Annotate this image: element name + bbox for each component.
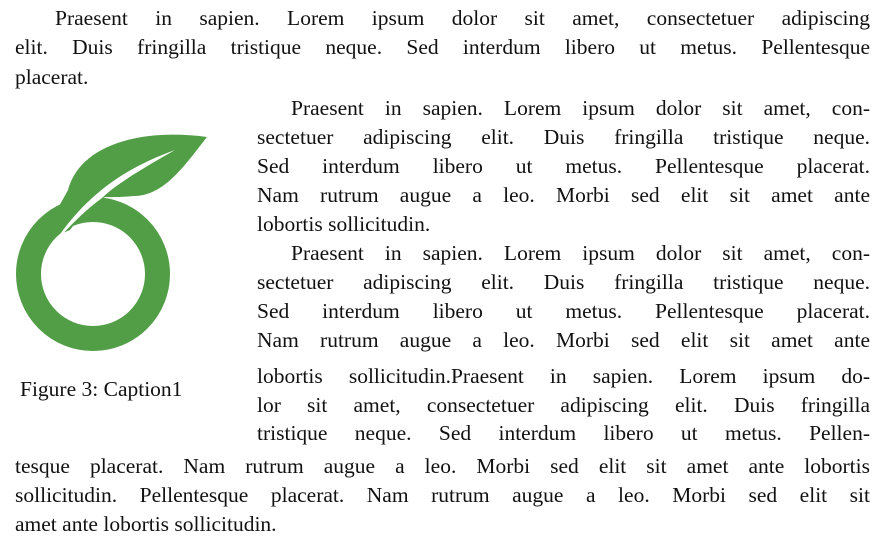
- overleaf-logo-icon: [0, 120, 230, 370]
- text-line: Praesent in sapien. Lorem ipsum dolor sit amet, con-: [291, 96, 870, 120]
- text-line: elit. Duis fringilla tristique neque. Sed interdum libero ut metus. Pellentesque: [15, 35, 870, 59]
- text-line: sollicitudin. Pellentesque placerat. Nam rutrum augue a leo. Morbi sed elit sit: [15, 483, 870, 507]
- text-line: Sed interdum libero ut metus. Pellentesque placerat.: [257, 154, 870, 178]
- text-line: amet ante lobortis sollicitudin.: [15, 512, 277, 536]
- text-line: sectetuer adipiscing elit. Duis fringilla tristique neque.: [257, 270, 870, 294]
- text-line: Nam rutrum augue a leo. Morbi sed elit sit amet ante: [257, 183, 870, 207]
- text-line: sectetuer adipiscing elit. Duis fringilla tristique neque.: [257, 125, 870, 149]
- text-line: placerat.: [15, 65, 89, 89]
- text-line: Praesent in sapien. Lorem ipsum dolor sit amet, con-: [291, 241, 870, 265]
- text-line: lobortis sollicitudin.Praesent in sapien. Lorem ipsum do-: [257, 364, 870, 388]
- text-line: Sed interdum libero ut metus. Pellentesque placerat.: [257, 299, 870, 323]
- figure-caption: Figure 3: Caption1: [20, 377, 183, 401]
- text-line: Praesent in sapien. Lorem ipsum dolor sit amet, consectetuer adipiscing: [55, 6, 870, 30]
- text-line: lobortis sollicitudin.: [257, 212, 431, 236]
- text-line: Nam rutrum augue a leo. Morbi sed elit sit amet ante: [257, 328, 870, 352]
- text-line: tesque placerat. Nam rutrum augue a leo. Morbi sed elit sit amet ante lobortis: [15, 454, 870, 478]
- text-line: lor sit amet, consectetuer adipiscing elit. Duis fringilla: [257, 393, 870, 417]
- text-line: tristique neque. Sed interdum libero ut metus. Pellen-: [257, 421, 870, 445]
